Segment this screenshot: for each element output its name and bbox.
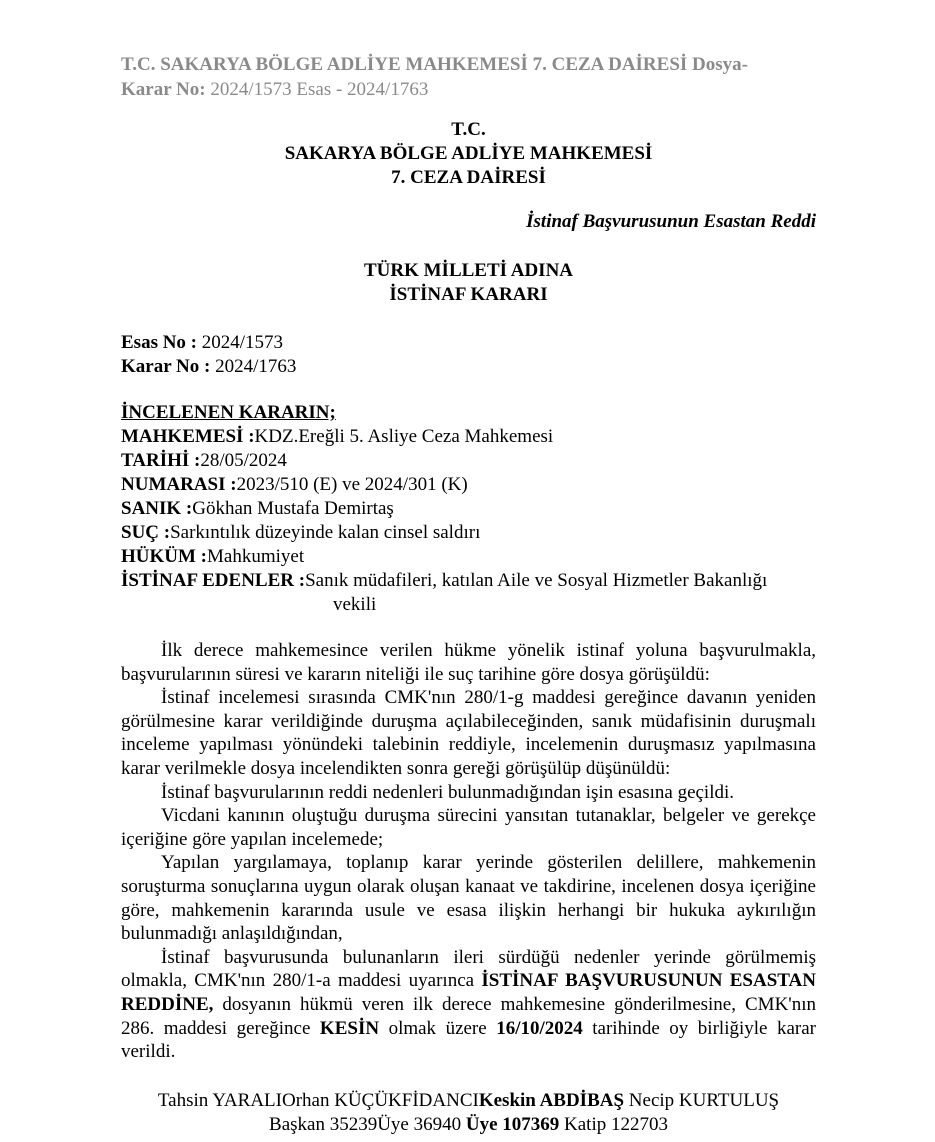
court-line-2: SAKARYA BÖLGE ADLİYE MAHKEMESİ [284, 143, 653, 164]
p6-text-c: dosyanın hükmü veren ilk derece mahkemesine gönderilmesine, CMK'nın 286. maddesi gereğince [121, 993, 816, 1039]
crime-label: SUÇ : [121, 522, 171, 543]
p6-final: KESİN [319, 1017, 380, 1039]
verdict-label: HÜKÜM : [121, 546, 208, 567]
appellants-value-cont: vekili [333, 594, 377, 615]
karar-label: Karar No : [121, 356, 216, 377]
body-paragraph-6 [121, 946, 816, 1064]
defendant-value: Gökhan Mustafa Demirtaş [192, 498, 394, 519]
reviewed-heading: İNCELENEN KARARIN; [121, 402, 336, 423]
appellants-label: İSTİNAF EDENLER : [121, 570, 306, 591]
appellants-value: Sanık müdafileri, katılan Aile ve Sosyal Hizmetler Bakanlığı [305, 570, 768, 591]
decision-line-1: TÜRK MİLLETİ ADINA [363, 260, 574, 281]
defendant-label: SANIK : [121, 498, 193, 519]
header-note-value: 2024/1573 Esas - 2024/1763 [205, 79, 429, 100]
p6-text-a: İstinaf başvurusunda bulunanların ileri sürdüğü nedenler yerinde görülmemiş olmakla, CMK'nın 280/1-a maddesi uyarınca [121, 946, 816, 992]
p6-text-e: olmak üzere [379, 1017, 497, 1039]
body-paragraph-4: Vicdani kanının oluştuğu duruşma sürecini yansıtan tutanaklar, belgeler ve gerekçe içeriğine göre yapılan incelemede; [121, 805, 816, 850]
decision-subtitle: İstinaf Başvurusunun Esastan Reddi [526, 211, 816, 232]
number-value: 2023/510 (E) ve 2024/301 (K) [236, 474, 468, 495]
body-paragraph-2: İstinaf incelemesi sırasında CMK'nın 280/1-g maddesi gereğince davanın yeniden görülmesine karar verildiğinde duruşma açılabileceğinden, sanık müdafisinin duruşmalı inceleme yapılması yönündeki talebinin reddiyle, incelemenin duruşmasız yapılmasına karar verilmekle dosya incelendikten sonra gereği görüşülüp düşünüldü: [121, 687, 816, 779]
crime-value: Sarkıntılık düzeyinde kalan cinsel saldırı [170, 522, 481, 543]
body-paragraph-1: İlk derece mahkemesince verilen hükme yönelik istinaf yoluna başvurulmakla, başvurularının süresi ve kararın niteliği ile suç tarihine göre dosya görüşüldü: [121, 640, 816, 685]
reviewed-decision-section [121, 401, 816, 617]
header-note-line1: T.C. SAKARYA BÖLGE ADLİYE MAHKEMESİ 7. CEZA DAİRESİ Dosya- [121, 54, 748, 75]
decision-title [121, 259, 816, 307]
date-label: TARİHİ : [121, 450, 201, 471]
decision-body [121, 639, 816, 1064]
decision-line-2: İSTİNAF KARARI [389, 284, 548, 305]
signature-roles-c: Katip 122703 [559, 1114, 668, 1135]
court-label: MAHKEMESİ : [121, 426, 255, 447]
case-references [121, 331, 296, 379]
court-title [121, 118, 816, 190]
karar-value: 2024/1763 [215, 356, 297, 377]
verdict-value: Mahkumiyet [207, 546, 305, 567]
court-line-3: 7. CEZA DAİRESİ [391, 167, 546, 188]
signature-roles-b: Üye 107369 [465, 1114, 560, 1135]
p6-ruling: İSTİNAF BAŞVURUSUNUN ESASTAN REDDİNE, [121, 970, 816, 1015]
body-paragraph-3: İstinaf başvurularının reddi nedenleri bulunmadığından işin esasına geçildi. [161, 781, 735, 803]
esas-value: 2024/1573 [201, 332, 284, 353]
court-value: KDZ.Ereğli 5. Asliye Ceza Mahkemesi [254, 426, 554, 447]
signature-names-a: Tahsin YARALIOrhan KÜÇÜKFİDANCI [157, 1090, 479, 1111]
esas-label: Esas No : [121, 332, 202, 353]
signatures [121, 1089, 816, 1137]
header-note-label: Karar No: [121, 79, 206, 100]
p6-date: 16/10/2024 [496, 1017, 583, 1039]
court-line-1: T.C. [451, 119, 486, 140]
p6-text-g: tarihinde oy birliğiyle karar verildi. [121, 1017, 816, 1063]
body-paragraph-5: Yapılan yargılamaya, toplanıp karar yerinde gösterilen delillere, mahkemenin soruşturma sonuçlarına uygun olarak oluşan kanaat ve takdirine, incelenen dosya içeriğine göre, mahkemenin kararında usule ve esasa ilişkin herhangi bir hukuka aykırılığın bulunmadığı anlaşıldığından, [121, 852, 816, 945]
number-label: NUMARASI : [121, 474, 237, 495]
signature-roles-a: Başkan 35239Üye 36940 [269, 1114, 466, 1135]
signature-names-b: Keskin ABDİBAŞ [478, 1090, 625, 1111]
header-note [121, 52, 811, 102]
date-value: 28/05/2024 [200, 450, 287, 471]
signature-names-c: Necip KURTULUŞ [624, 1090, 780, 1111]
